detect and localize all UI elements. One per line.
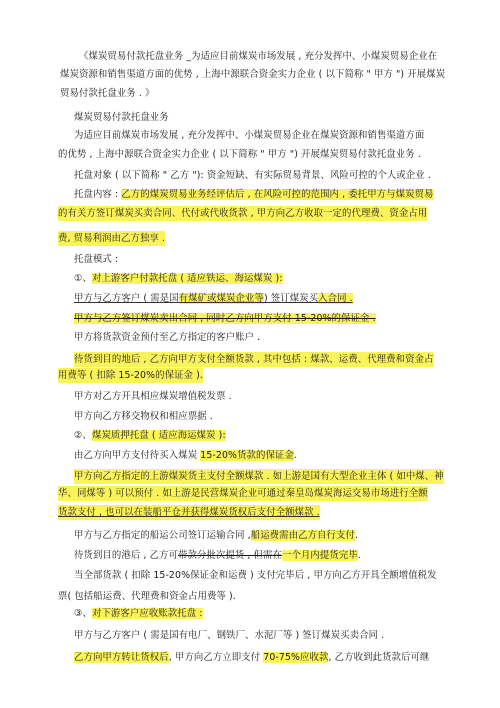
mode2-line-6b: 带款分批次提货 , 但需在 [178, 550, 282, 561]
mode1-line-7: 甲方向乙方移交物权和相应票据 . [74, 411, 213, 422]
mode1-number: ①、 [74, 273, 92, 284]
intro-line-1: 《煤炭贸易付款托盘业务 _为适应目前煤炭市场发展 , 充分发挥中、小煤炭贸易企业在 [79, 51, 438, 62]
mode2-line-6 [74, 548, 361, 563]
mode1-line-1a: 甲方与乙方客户 ( 需是国 [74, 293, 179, 304]
mode2-line-5c: . [354, 530, 359, 541]
mode3-title-text: 对下游客户应收账款托盘 : [91, 608, 203, 619]
mode3-line-2d: , 乙方收到此货款后可继 [328, 652, 430, 663]
mode3-line-2b: , 甲方向乙方立即支付 [168, 652, 264, 663]
mode2-line-8: 票( 包括船运费、代理费和资金占用费等 ). [58, 591, 236, 602]
content-line-3: 费, 贸易利润由乙方独享 . [58, 233, 166, 244]
mode1-title-text: 对上游客户付款托盘 ( 适应铁运、海运煤炭 ): [91, 273, 283, 284]
mode2-line-6c: 一个月内提货完毕 [282, 550, 358, 561]
mode2-line-6a: 待货到目的港后 , 乙方可 [74, 550, 178, 561]
mode1-line-3: 甲方将货款资金预付至乙方指定的客户账户 . [74, 332, 261, 343]
intro-line-3: 贸易付款托盘业务 . 》 [60, 88, 155, 99]
content-highlight-1: 乙方的煤炭贸易业务经评估后 , 在风险可控的范围内 , 委托甲方与煤炭贸易 [121, 189, 434, 200]
mode3-line-1: 甲方与乙方客户 ( 需是国有电厂、钢铁厂、水泥厂等 ) 签订煤炭买卖合同 . [74, 630, 385, 641]
mode3-line-2 [74, 650, 429, 665]
content-prefix: 托盘内容 : [74, 189, 122, 200]
mode1-line-2-text: 甲方与乙方签订煤炭卖出合同 , 同时乙方向甲方支付 15-20%的保证金 . [74, 313, 376, 324]
mode3-number: ③、 [74, 608, 92, 619]
mode2-line-1a: 由乙方向甲方支付待买入煤炭 [74, 450, 201, 461]
mode3-line-2c: 70-75%应收款 [263, 652, 329, 663]
mode3-line-2a: 乙方向甲方转让货权后 [74, 652, 169, 663]
mode1-line-1b: 有煤矿或煤炭企业等 [178, 293, 264, 304]
para1-line-2: 的优势 , 上海中源联合资金实力企业 ( 以下简称 " 甲方 ") 开展煤炭贸易付款托盘业务 . [58, 149, 421, 160]
mode-label: 托盘模式 : [74, 254, 119, 265]
mode2-line-1b: 15-20%货款的保证金 [200, 450, 294, 461]
mode1-line-5: 用费等 ( 扣除 15-20%的保证金 ). [58, 370, 203, 381]
mode2-line-7: 当全部货款 ( 扣除 15-20%保证金和运费 ) 支付完毕后 , 甲方向乙方开具全额增值税发 [74, 570, 437, 581]
content-line-1 [74, 187, 434, 202]
para1-line-1: 为适应目前煤炭市场发展 , 充分发挥中、小煤炭贸易企业在煤炭资源和销售渠道方面 [74, 130, 425, 141]
mode2-title-text: 煤炭质押托盘 ( 适应海运煤炭 ): [91, 430, 226, 441]
mode2-line-5b: 船运费需由乙方自行支付 [250, 530, 355, 541]
mode1-line-6: 甲方对乙方开具相应煤炭增值税发票 . [74, 391, 232, 402]
mode2-line-1 [74, 448, 297, 463]
target-line: 托盘对象 ( 以下简称 " 乙方 "): 资金短缺、有实际贸易背景、风险可控的个人或企业 . [74, 170, 431, 181]
mode2-title [74, 428, 226, 443]
mode1-line-2 [74, 311, 376, 326]
mode1-line-4: 待货到目的地后 , 乙方向甲方支付全额货款 , 其中包括 : 煤款、运费、代理费和资金占 [74, 354, 434, 365]
mode1-line-1d: 入合同 . [318, 293, 353, 304]
mode2-line-4: 货款支付 , 也可以在装船平仓并获得煤炭货权后支付全额煤款 . [58, 507, 320, 518]
mode1-line-1c: ) 签订煤炭买 [263, 293, 319, 304]
mode1-title [74, 271, 283, 286]
intro-line-2: 煤炭资源和销售渠道方面的优势 , 上海中源联合资金实力企业 ( 以下简称 " 甲方 ") 开展煤炭 [60, 69, 446, 80]
mode2-line-1c: . [293, 450, 297, 461]
content-line-2: 的有关方签订煤炭买卖合同、代付或代收货款 , 甲方向乙方收取一定的代理费、资金占用 [58, 208, 428, 219]
mode2-line-3: 华、同煤等 ) 可以预付 . 如上游是民营煤炭企业可通过秦皇岛煤炭海运交易市场进行全额 [58, 488, 428, 499]
section-heading: 煤炭贸易付款托盘业务 [74, 112, 169, 123]
mode2-line-6d: . [357, 550, 361, 561]
mode1-line-1 [74, 291, 353, 306]
mode2-line-5a: 甲方与乙方指定的船运公司签订运输合同 , [74, 530, 251, 541]
mode2-line-2: 甲方向乙方指定的上游煤炭货主支付全额煤款 . 如上游是国有大型企业主体 ( 如中煤、神 [74, 471, 444, 482]
mode3-title [74, 606, 203, 621]
mode2-line-5 [74, 528, 358, 543]
mode2-number: ②、 [74, 430, 92, 441]
